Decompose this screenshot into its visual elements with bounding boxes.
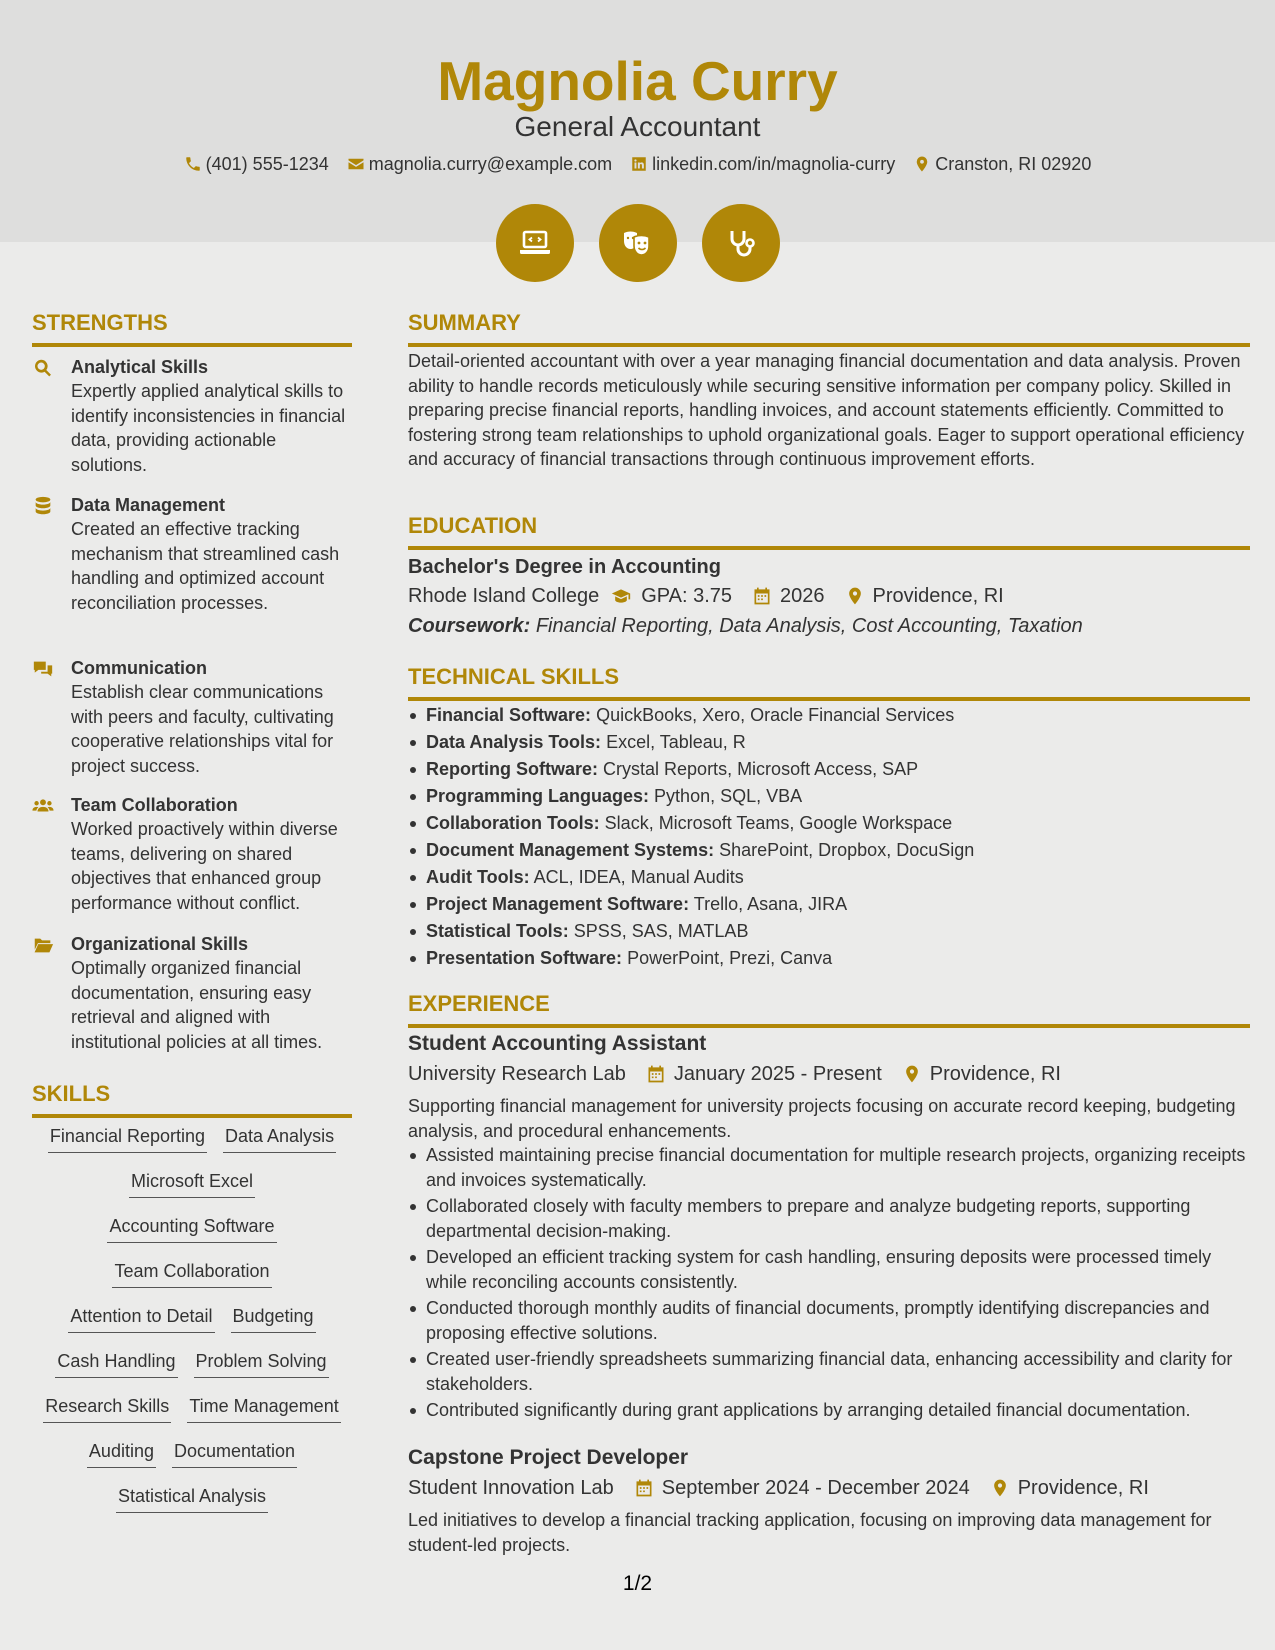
job-location: Providence, RI — [1017, 1477, 1149, 1499]
tech-skill-value: Crystal Reports, Microsoft Access, SAP — [603, 759, 919, 779]
interest-icons — [0, 204, 1275, 282]
strength-item — [32, 355, 352, 477]
strength-item — [32, 656, 352, 778]
list-item — [408, 837, 1250, 864]
job-title: Student Accounting Assistant — [408, 1032, 707, 1055]
list-item — [408, 918, 1250, 945]
coursework-label: Coursework: — [408, 615, 531, 637]
phone-icon — [184, 155, 202, 173]
list-item: Contributed significantly during grant applications by arranging detailed financial documentation. — [408, 1398, 1250, 1423]
linkedin-text: linkedin.com/in/magnolia-curry — [652, 154, 896, 174]
job-description: Led initiatives to develop a financial tracking application, focusing on improving data management for student-led projects. — [408, 1510, 1212, 1555]
database-icon — [32, 495, 54, 517]
skills-heading: SKILLS — [32, 1080, 352, 1118]
calendar-icon — [752, 586, 772, 606]
tech-skill-label: Statistical Tools: — [426, 921, 569, 941]
list-item — [408, 945, 1250, 972]
job-meta — [408, 1474, 1250, 1502]
skills-list — [32, 1124, 352, 1529]
job-dates: January 2025 - Present — [673, 1063, 882, 1085]
theater-masks-icon — [599, 204, 677, 282]
calendar-icon — [646, 1064, 666, 1084]
list-item: Conducted thorough monthly audits of financial documents, promptly identifying discrepancies and proposing effective solutions. — [408, 1296, 1250, 1345]
skill-tag: Accounting Software — [107, 1214, 276, 1243]
list-item: Created user-friendly spreadsheets summarizing financial data, enhancing accessibility and clarity for stakeholders. — [408, 1347, 1250, 1396]
map-pin-icon — [990, 1478, 1010, 1498]
search-icon — [32, 357, 54, 379]
skill-tag: Documentation — [172, 1439, 297, 1468]
coursework-list: Financial Reporting, Data Analysis, Cost Accounting, Taxation — [535, 615, 1083, 637]
tech-skill-value: Excel, Tableau, R — [606, 732, 746, 752]
job-location: Providence, RI — [929, 1063, 1061, 1085]
job-org: Student Innovation Lab — [408, 1477, 614, 1499]
linkedin-icon — [630, 155, 648, 173]
list-item — [408, 702, 1250, 729]
list-item — [408, 756, 1250, 783]
tech-skill-label: Project Management Software: — [426, 894, 690, 914]
graduation-year: 2026 — [780, 585, 825, 607]
coursework-line — [408, 612, 1250, 640]
candidate-name: Magnolia Curry — [437, 50, 838, 112]
tech-skill-label: Financial Software: — [426, 705, 592, 725]
skill-tag: Attention to Detail — [68, 1304, 214, 1333]
education-heading: EDUCATION — [408, 512, 1250, 550]
strength-title: Organizational Skills — [71, 934, 249, 954]
experience-entry — [408, 1444, 1250, 1557]
job-bullets — [408, 1143, 1250, 1423]
job-description: Supporting financial management for university projects focusing on accurate record keeping, budgeting analysis, and procedural enhancements. — [408, 1096, 1236, 1141]
laptop-code-icon — [496, 204, 574, 282]
strength-item — [32, 493, 352, 615]
technical-skills-heading: TECHNICAL SKILLS — [408, 663, 1250, 701]
folder-open-icon — [32, 934, 54, 956]
list-item — [408, 810, 1250, 837]
skill-row — [32, 1304, 352, 1349]
map-pin-icon — [913, 155, 931, 173]
skill-tag: Data Analysis — [223, 1124, 336, 1153]
strength-desc: Worked proactively within diverse teams, delivering on shared objectives that enhanced group performance without conflict. — [71, 819, 338, 913]
skill-row — [32, 1169, 352, 1214]
location-text: Cranston, RI 02920 — [935, 154, 1092, 174]
contact-phone[interactable] — [184, 152, 329, 176]
experience-entry — [408, 1030, 1250, 1425]
strength-title: Communication — [71, 658, 208, 678]
map-pin-icon — [902, 1064, 922, 1084]
contact-email[interactable] — [347, 152, 612, 176]
strength-title: Analytical Skills — [71, 357, 209, 377]
school-location: Providence, RI — [872, 585, 1004, 607]
graduation-cap-icon — [609, 586, 633, 606]
job-title: General Accountant — [514, 111, 761, 142]
tech-skill-label: Document Management Systems: — [426, 840, 715, 860]
job-title: Capstone Project Developer — [408, 1446, 689, 1469]
skill-tag: Time Management — [187, 1394, 340, 1423]
list-item: Assisted maintaining precise financial documentation for multiple research projects, organizing receipts and invoices systematically. — [408, 1143, 1250, 1192]
tech-skill-value: PowerPoint, Prezi, Canva — [627, 948, 833, 968]
skill-row — [32, 1349, 352, 1394]
school-name: Rhode Island College — [408, 585, 600, 607]
tech-skill-label: Programming Languages: — [426, 786, 650, 806]
skill-tag: Microsoft Excel — [129, 1169, 255, 1198]
experience-heading: EXPERIENCE — [408, 990, 1250, 1028]
strength-desc: Created an effective tracking mechanism that streamlined cash handling and optimized account reconciliation processes. — [71, 519, 340, 613]
strength-title: Data Management — [71, 495, 226, 515]
job-meta — [408, 1060, 1250, 1088]
list-item — [408, 864, 1250, 891]
strength-item — [32, 793, 352, 915]
tech-skill-value: SPSS, SAS, MATLAB — [573, 921, 749, 941]
list-item — [408, 729, 1250, 756]
contact-linkedin[interactable] — [630, 152, 895, 176]
strength-desc: Expertly applied analytical skills to identify inconsistencies in financial data, providing actionable solutions. — [71, 381, 346, 475]
strength-desc: Optimally organized financial documentation, ensuring easy retrieval and aligned with institutional policies at all times. — [71, 958, 323, 1052]
email-text: magnolia.curry@example.com — [368, 154, 613, 174]
skill-tag: Research Skills — [43, 1394, 171, 1423]
skill-row — [32, 1439, 352, 1484]
contact-bar — [0, 152, 1275, 176]
technical-skills-list — [408, 702, 1250, 972]
contact-location — [913, 152, 1091, 176]
skill-tag: Team Collaboration — [112, 1259, 271, 1288]
envelope-icon — [347, 155, 365, 173]
calendar-icon — [634, 1478, 654, 1498]
tech-skill-label: Collaboration Tools: — [426, 813, 600, 833]
tech-skill-label: Reporting Software: — [426, 759, 599, 779]
tech-skill-value: Trello, Asana, JIRA — [693, 894, 848, 914]
degree-title: Bachelor's Degree in Accounting — [408, 556, 721, 578]
gpa-text: GPA: 3.75 — [641, 585, 733, 607]
skill-row — [32, 1259, 352, 1304]
job-org: University Research Lab — [408, 1063, 626, 1085]
users-icon — [32, 795, 54, 817]
map-pin-icon — [845, 586, 865, 606]
skill-tag: Financial Reporting — [48, 1124, 207, 1153]
comments-icon — [32, 658, 54, 680]
summary-heading: SUMMARY — [408, 309, 1250, 347]
strengths-heading: STRENGTHS — [32, 309, 352, 347]
strength-item — [32, 932, 352, 1054]
page-number: 1/2 — [622, 1572, 653, 1595]
tech-skill-value: Python, SQL, VBA — [654, 786, 803, 806]
stethoscope-icon — [702, 204, 780, 282]
strength-title: Team Collaboration — [71, 795, 238, 815]
skill-row — [32, 1124, 352, 1169]
list-item: Developed an efficient tracking system for cash handling, ensuring deposits were processed timely while reconciling accounts consistently. — [408, 1245, 1250, 1294]
list-item — [408, 783, 1250, 810]
skill-tag: Problem Solving — [194, 1349, 329, 1378]
tech-skill-label: Presentation Software: — [426, 948, 623, 968]
tech-skill-value: Slack, Microsoft Teams, Google Workspace — [604, 813, 953, 833]
summary-text: Detail-oriented accountant with over a year managing financial documentation and data analysis. Proven ability to handle records meticulously while securing sensitive information per company policy. Skilled in preparing precise financial reports, handling invoices, and account statements efficiently. Committed to fostering strong team relationships to uphold organizational goals. Eager to support operational efficiency and accuracy of financial transactions through continuous improvement efforts. — [408, 351, 1245, 469]
skill-row — [32, 1214, 352, 1259]
job-dates: September 2024 - December 2024 — [661, 1477, 970, 1499]
skill-tag: Cash Handling — [55, 1349, 177, 1378]
tech-skill-label: Data Analysis Tools: — [426, 732, 602, 752]
phone-text: (401) 555-1234 — [205, 154, 329, 174]
education-entry — [408, 554, 1250, 640]
list-item — [408, 891, 1250, 918]
list-item: Collaborated closely with faculty members to prepare and analyze budgeting reports, supporting departmental decision-making. — [408, 1194, 1250, 1243]
tech-skill-value: ACL, IDEA, Manual Audits — [533, 867, 744, 887]
skill-tag: Statistical Analysis — [116, 1484, 268, 1513]
tech-skill-value: SharePoint, Dropbox, DocuSign — [719, 840, 975, 860]
tech-skill-label: Audit Tools: — [426, 867, 530, 887]
strength-desc: Establish clear communications with peers and faculty, cultivating cooperative relationships vital for project success. — [71, 682, 334, 776]
skill-tag: Auditing — [87, 1439, 156, 1468]
tech-skill-value: QuickBooks, Xero, Oracle Financial Services — [596, 705, 955, 725]
education-meta — [408, 582, 1250, 610]
skill-row — [32, 1394, 352, 1439]
skill-tag: Budgeting — [231, 1304, 316, 1333]
skill-row — [32, 1484, 352, 1529]
